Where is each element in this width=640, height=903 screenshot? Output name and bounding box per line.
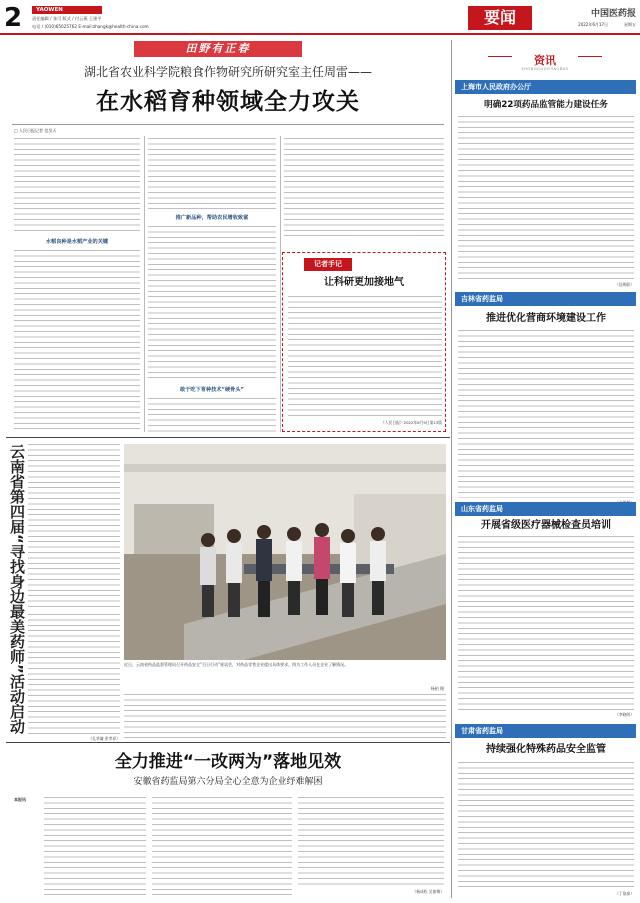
feature-text-col2b [148,226,276,382]
feature-subhead-3: 敢于吃下育种技术“硬骨头” [180,387,244,393]
feature-banner: 田野有正春 [134,41,302,57]
sidebar-ornament-left [488,56,512,57]
news-photo [124,444,446,660]
bottom-text-col1 [44,797,146,897]
page-number: 2 [4,3,23,33]
feature-byline: □ 人民日报记者 范昊天 [14,128,57,133]
left-story-headline: 云南省第四届“寻找身边最美药师”活动启动 [8,444,26,734]
header-rule [0,33,640,35]
feature-title: 在水稻育种领域全力攻关 [96,89,360,115]
feature-subhead-2: 推广新品种，帮助农民增收致富 [175,215,249,221]
box-title: 让科研更加接地气 [324,277,404,288]
contact-line: 电话 / (010)65025762 E-mail:zhangk@health-china.com [32,24,149,29]
sidebar-section-3: 山东省药监局 [455,502,636,516]
sidebar-ornament-right [578,56,602,57]
sidebar-text-3 [458,536,634,710]
box-label: 记者手记 [304,258,352,271]
bottom-rule [6,742,450,743]
sidebar-credit-3: （李晓明） [615,712,634,717]
section-rule [6,437,450,438]
bottom-text-col3 [298,797,444,889]
feature-kicker: 湖北省农业科学院粮食作物研究所研究室主任周雷—— [83,65,372,79]
sidebar-title-2: 推进优化营商环境建设工作 [486,313,606,324]
bottom-text-col2 [152,797,292,897]
sidebar-credit-1: （佳明联） [615,282,634,287]
section-cn-label: 要闻 [468,6,532,30]
editors-line: 责任编辑 / 张可 版式 / 付云燕 王建平 [32,16,102,21]
photo-caption: 近日，云南省药品监督管理局召开药品安全“百日行动”座谈会，对药品零售企业提出具体要求。图为工作人员在企业了解情况。 [124,662,349,667]
photo-illustration [124,444,446,660]
bottom-byline: 本报讯 [14,797,26,802]
left-story-text-a [28,444,120,610]
feature-title-rule [12,124,444,125]
sidebar-title-1: 明确22项药品监管能力建设任务 [484,100,608,110]
left-story-text-b [28,614,120,734]
sidebar-title-3: 开展省级医疗器械检查员培训 [481,520,611,531]
sidebar-credit-4: （丁依泰） [615,891,634,896]
sidebar-section-4: 甘肃省药监局 [455,724,636,738]
bottom-title: 全力推进“一改两为”落地见效 [114,752,342,772]
photo-credit: 杨柏 摄 [430,686,444,691]
sidebar-label-en: ZHONGGUOYIYAOBAO [521,67,569,71]
photo-story-text [124,694,446,738]
sidebar-section-1: 上海市人民政府办公厅 [455,80,636,94]
section-en-label: YAOWEN [32,6,102,14]
sidebar-divider [451,40,452,898]
box-border [282,252,446,432]
sidebar-text-4 [458,762,634,890]
sidebar-section-2: 吉林省药监局 [455,292,636,306]
masthead: 中国医药报 [590,9,636,19]
left-story-byline: （孔华谦 张孝祥） [88,736,120,741]
col-divider [144,136,145,432]
col-divider [280,136,281,432]
sidebar-title-4: 持续强化特殊药品安全监管 [486,744,606,755]
sidebar-text-1 [458,116,634,280]
feature-text-col2a [148,138,276,210]
sidebar-label: 资讯 [534,54,556,67]
issue-date: 2022年6月17日 [578,22,608,27]
feature-text-col1a [14,138,140,234]
bottom-tail: （杨成松 吴如梅） [412,889,444,894]
feature-text-col2c [148,398,276,432]
bottom-subtitle: 安徽省药监局第六分局全心全意为企业纾难解困 [133,777,323,787]
box-source: 《人民日报》2022年6月9日第13版 [380,420,442,425]
feature-text-col3a [284,138,444,240]
sidebar-text-2 [458,330,634,498]
feature-text-col1b [14,250,140,430]
feature-subhead-1: 水稻良种是水稻产业的关键 [45,239,109,245]
issue-weekday: 星期五 [624,22,636,27]
